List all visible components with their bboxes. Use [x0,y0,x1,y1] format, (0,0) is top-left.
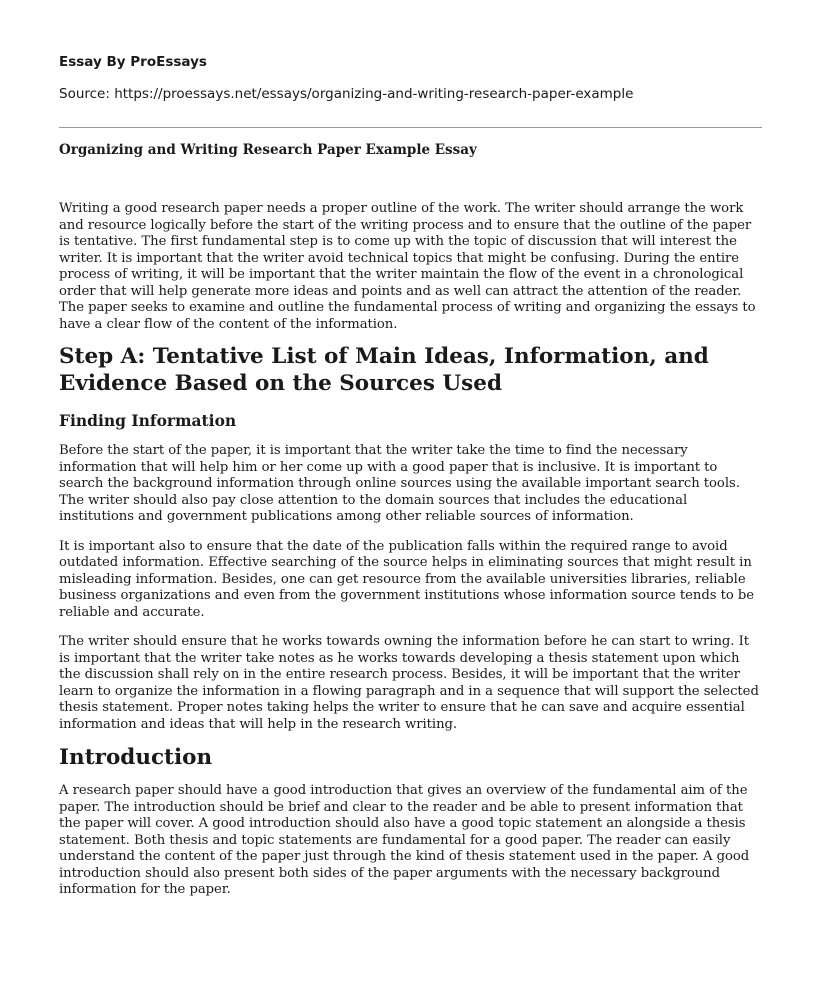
header-divider [59,127,762,128]
step-a-heading: Step A: Tentative List of Main Ideas, Information, and Evidence Based on the Sources Used [59,344,709,396]
essay-body [59,201,762,912]
finding-paragraph: Before the start of the paper, it is important that the writer take the time to find the necessary information that will help him or her come up with a good paper that is inclusive. It is important to search the background information through online sources using the available important search tools. The writer should also pay close attention to the domain sources that includes the educational institutions and government publications among other reliable sources of information. [59,443,740,524]
finding-information-heading: Finding Information [59,411,237,430]
essay-title: Organizing and Writing Research Paper Example Essay [59,142,477,158]
source-url: Source: https://proessays.net/essays/organizing-and-writing-research-paper-example [59,86,634,102]
finding-paragraph: It is important also to ensure that the date of the publication falls within the required range to avoid outdated information. Effective searching of the source helps in eliminating sources that might result in misleading information. Besides, one can get resource from the available universities libraries, reliable business organizations and even from the government institutions whose information source tends to be reliable and accurate. [59,538,755,620]
introduction-paragraph: A research paper should have a good introduction that gives an overview of the fundamental aim of the paper. The introduction should be brief and clear to the reader and be able to present information that the paper will cover. A good introduction should also have a good topic statement an alongside a thesis statement. Both thesis and topic statements are fundamental for a good paper. The reader can easily understand the content of the paper just through the kind of thesis statement used in the paper. A good introduction should also present both sides of the paper arguments with the necessary background information for the paper. [59,783,750,897]
intro-paragraph: Writing a good research paper needs a proper outline of the work. The writer should arrange the work and resource logically before the start of the writing process and to ensure that the outline of the paper is tentative. The first fundamental step is to come up with the topic of discussion that will interest the writer. It is important that the writer avoid technical topics that might be confusing. During the entire process of writing, it will be important that the writer maintain the flow of the event in a chronological order that will help generate more ideas and points and as well can attract the attention of the reader. The paper seeks to examine and outline the fundamental process of writing and organizing the essays to have a clear flow of the content of the information. [59,201,756,332]
publisher-label: Essay By ProEssays [59,54,207,70]
finding-paragraph: The writer should ensure that he works towards owning the information before he can start to wring. It is important that the writer take notes as he works towards developing a thesis statement upon which the discussion shall rely on in the entire research process. Besides, it will be important that the writer learn to organize the information in a flowing paragraph and in a sequence that will support the selected thesis statement. Proper notes taking helps the writer to ensure that he can save and acquire essential information and ideas that will help in the research writing. [59,634,759,732]
introduction-heading: Introduction [59,745,213,770]
